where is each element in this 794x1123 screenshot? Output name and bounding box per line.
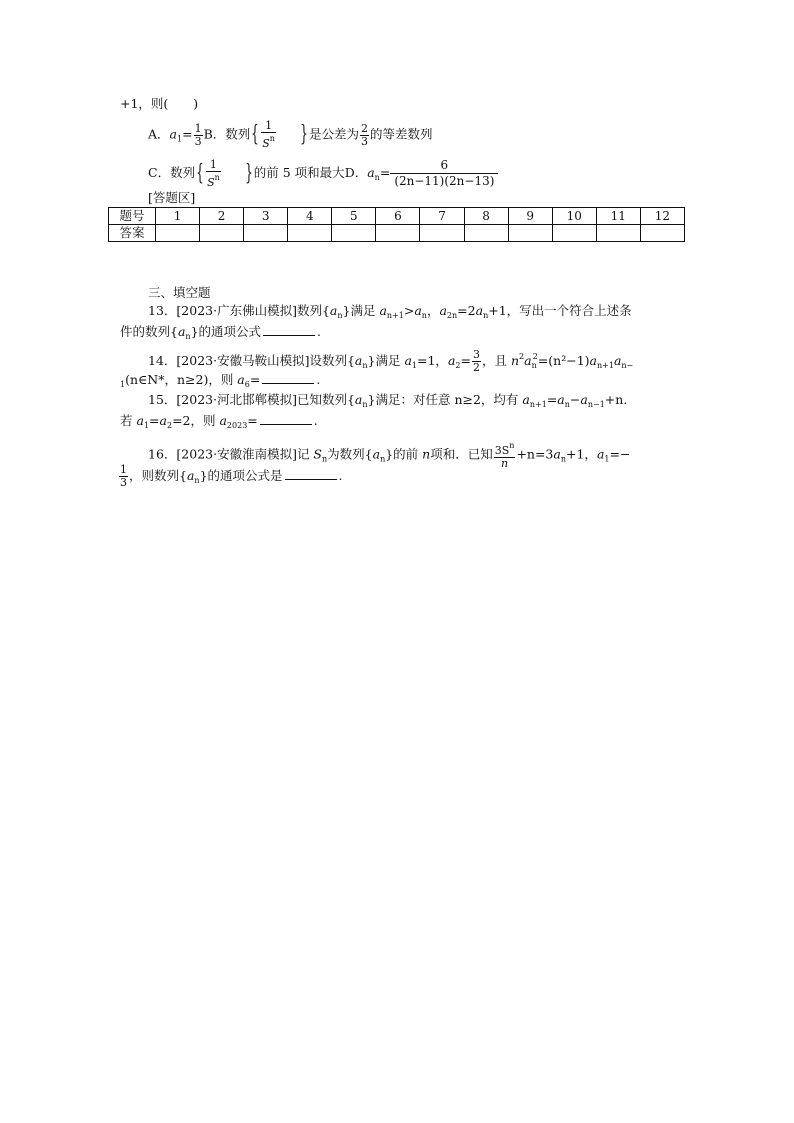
answer-cell[interactable] [464,225,508,242]
question-number-cell: 11 [596,208,640,225]
question-number-cell: 3 [244,208,288,225]
q14-answer-blank[interactable] [262,371,314,384]
answer-cell[interactable] [332,225,376,242]
q12-option-c-d: C．数列{ $\frac{1}{S^n}$ }的前 5 项和最大D．$a_n=$ $\frac{6}{(2n-11)(2n-13)}$ [148,158,498,189]
question-number-cell: 2 [200,208,244,225]
answer-cell[interactable] [596,225,640,242]
answer-cell[interactable] [156,225,200,242]
q15-answer-blank[interactable] [260,412,312,425]
option-b-fraction: $\frac{1}{S^n}$ [262,119,275,150]
question-number-cell: 12 [640,208,684,225]
question-number-cell: 4 [288,208,332,225]
q13-line1: 13．[2023·广东佛山模拟]数列$\{a_n\}$满足 $a_{n+1}>a_n$，$a_{2n}=2a_n+1$，写出一个符合上述条 [148,303,632,320]
q16-line2: $\frac{1}{3}$ ，则数列$\{a_n\}$的通项公式是 . [120,463,343,489]
answer-cell[interactable] [508,225,552,242]
answer-cell[interactable] [376,225,420,242]
question-number-cell: 9 [508,208,552,225]
answer-table-header-row [109,208,685,225]
option-d-fraction: $\frac{6}{(2n-11)(2n-13)}$ [390,158,498,189]
option-d-label: D． [344,165,368,180]
question-number-cell: 5 [332,208,376,225]
q13-line2: 件的数列$\{a_n\}$的通项公式 . [120,324,321,341]
answer-cell[interactable] [200,225,244,242]
answer-cell[interactable] [420,225,464,242]
q15-line2: 若 $a_1=a_2=2$，则 $a_{2023}=$ . [120,413,318,430]
q16-fraction: $\frac{3S^n}{n}$ [494,441,515,470]
section-title: 三、填空题 [148,285,211,300]
option-a-label: A． [148,126,170,142]
q14-line1: 14．[2023·安徽马鞍山模拟]设数列$\{a_n\}$满足 $a_1=1$，$a_2=$ $\frac{3}{2}$ ，且 $n^2a_n^2=(n^2-1)a_{n+1}a_{n-}$ [148,348,634,374]
q14-fraction: $\frac{3}{2}$ [472,348,480,374]
question-number-cell: 7 [420,208,464,225]
answer-area-label: [答题区] [148,190,196,205]
option-b-diff-fraction: $\frac{2}{3}$ [360,121,368,148]
q16-answer-blank[interactable] [285,467,337,480]
answer-table-answer-row [109,225,685,242]
answer-cell[interactable] [552,225,596,242]
option-c-fraction: $\frac{1}{S^n}$ [207,157,220,189]
question-number-cell: 8 [464,208,508,225]
question-number-header: 题号 [109,208,156,225]
q13-answer-blank[interactable] [263,323,315,336]
answer-cell[interactable] [640,225,684,242]
q16-line1: 16．[2023·安徽淮南模拟]记 $S_n$为数列$\{a_n\}$的前 n项和．已知 $\frac{3S^n}{n}$ $+n=3a_n+1$，$a_1=-$ [148,441,631,470]
answer-table [108,207,685,242]
question-number-cell: 6 [376,208,420,225]
q15-line1: 15．[2023·河北邯郸模拟]已知数列$\{a_n\}$满足：对任意 n≥2，均有 $a_{n+1}=a_n-a_{n-1}+n$. [148,392,628,409]
q14-line2: $_1$(n∈N*，n≥2)，则 $a_6=$ . [120,372,321,389]
option-c-label: C．数列 [148,165,196,180]
question-number-cell: 1 [156,208,200,225]
option-a-fraction: $\frac{1}{3}$ [194,121,202,148]
q16-a1-fraction: $\frac{1}{3}$ [120,463,127,489]
answer-cell[interactable] [288,225,332,242]
q12-option-a-b: A．$a_1=$ $\frac{1}{3}$ B．数列{ $\frac{1}{S^n}$ }是公差为 $\frac{2}{3}$ 的等差数列 [148,119,433,150]
q12-intro: +1，则( ) [120,96,199,111]
question-number-cell: 10 [552,208,596,225]
option-b-label: B．数列 [203,126,251,142]
answer-cell[interactable] [244,225,288,242]
answer-header: 答案 [109,225,156,242]
